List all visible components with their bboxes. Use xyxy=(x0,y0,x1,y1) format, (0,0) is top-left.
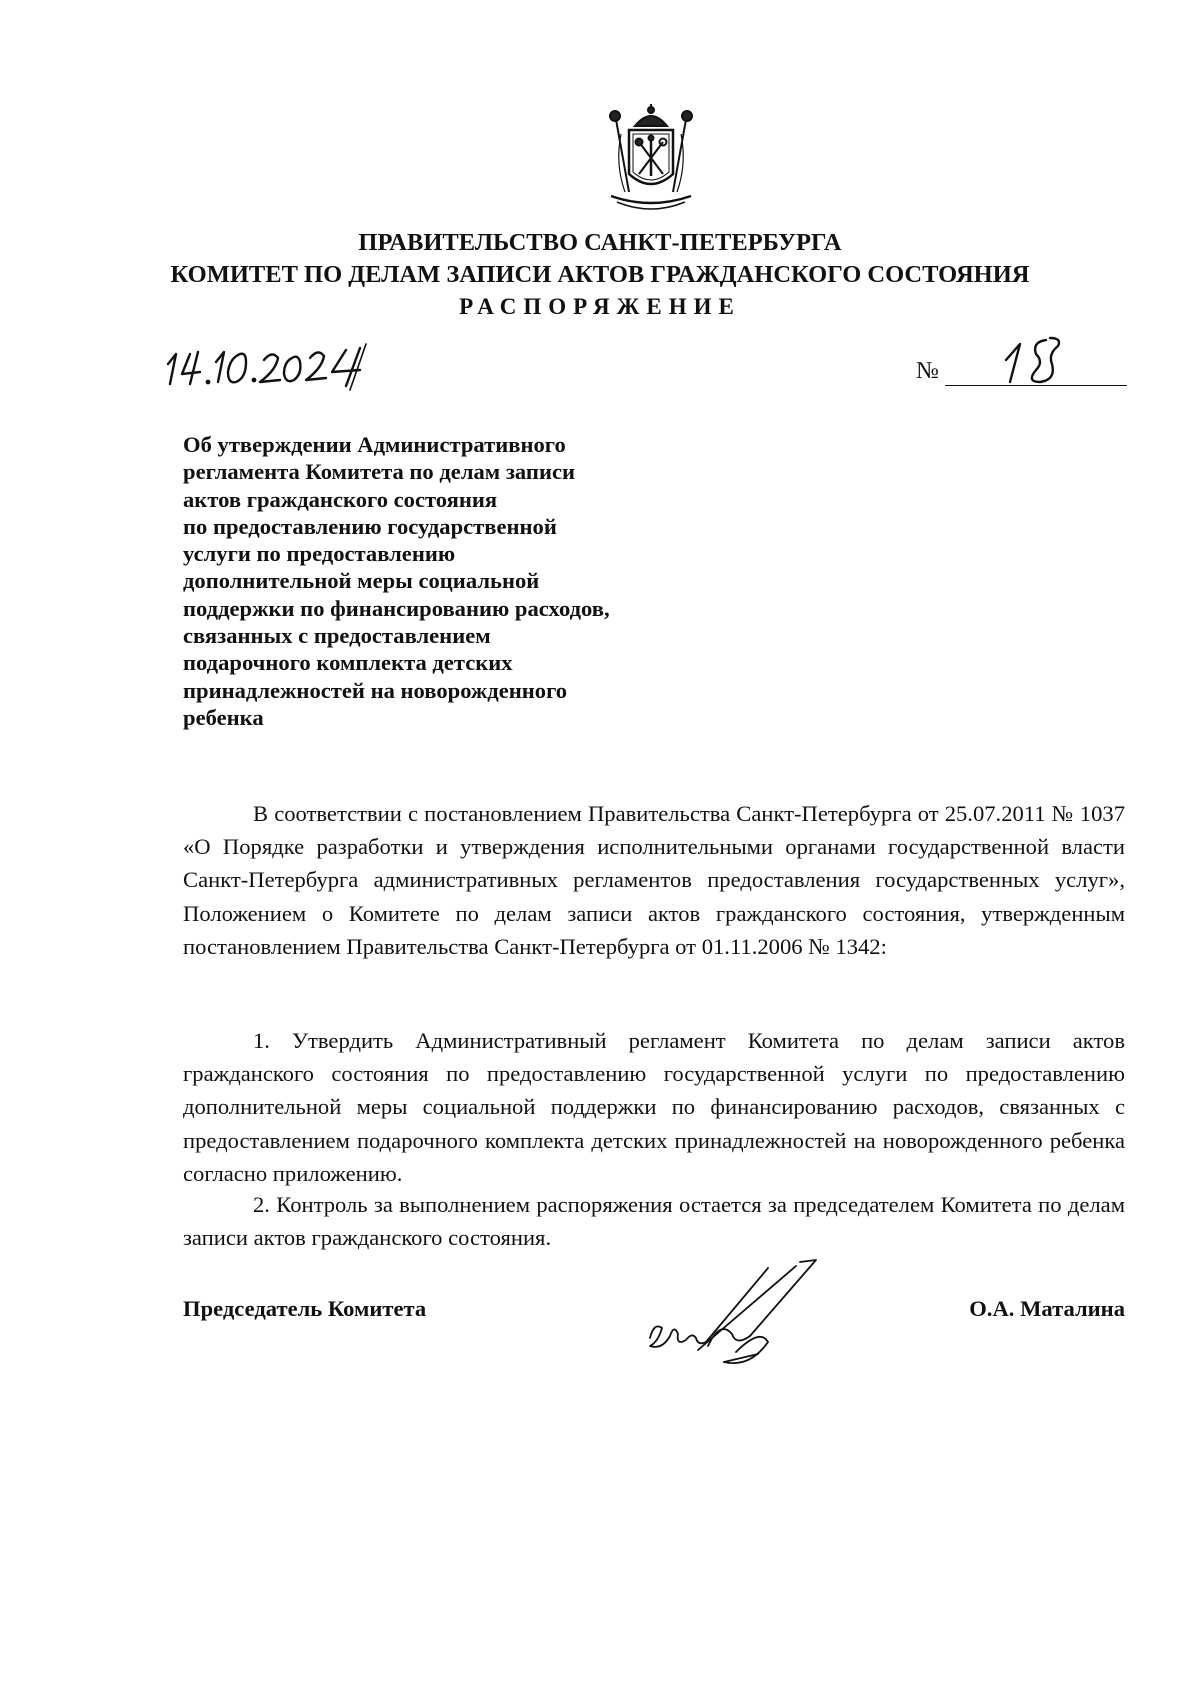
number-label: № xyxy=(916,358,939,384)
subject-line: связанных с предоставлением xyxy=(183,623,491,649)
signatory-position: Председатель Комитета xyxy=(183,1296,427,1321)
subject-line: дополнительной меры социальной xyxy=(183,568,540,594)
item-1-text: 1. Утвердить Административный регламент Комитета по делам записи актов гражданского состояния по предоставлению государственной услуги по предоставлению дополнительной меры социальной поддержки по финансированию расходов, связанных с предоставлением подарочного комплекта детских принадлежностей на новорожденного ребенка согласно приложению. xyxy=(183,1028,1125,1186)
handwritten-number xyxy=(1000,330,1070,392)
item-2-text: 2. Контроль за выполнением распоряжения остается за председателем Комитета по делам записи актов гражданского состояния. xyxy=(183,1192,1125,1251)
item-1-paragraph xyxy=(183,1024,1125,1190)
document-subject xyxy=(183,431,703,731)
subject-line: поддержки по финансированию расходов, xyxy=(183,595,610,621)
preamble-text: В соответствии с постановлением Правительства Санкт-Петербурга от 25.07.2011 № 1037 «О Порядке разработки и утверждения исполнительными органами государственной власти Санкт-Петербурга административных регламентов предоставления государственных услуг», Положением о Комитете по делам записи актов гражданского состояния, утвержденным постановлением Правительства Санкт-Петербурга от 01.11.2006 № 1342: xyxy=(183,801,1125,959)
subject-line: актов гражданского состояния xyxy=(183,486,498,512)
subject-line: услуги по предоставлению xyxy=(183,541,456,567)
subject-line: регламента Комитета по делам записи xyxy=(183,459,576,485)
handwritten-date xyxy=(160,340,400,392)
handwritten-signature xyxy=(640,1250,880,1370)
item-2-paragraph xyxy=(183,1188,1125,1254)
subject-line: подарочного комплекта детских xyxy=(183,650,513,676)
coat-of-arms-icon xyxy=(595,104,707,214)
signatory-name: О.А. Маталина xyxy=(969,1296,1125,1321)
government-title: ПРАВИТЕЛЬСТВО САНКТ-ПЕТЕРБУРГА xyxy=(358,229,842,256)
subject-line: принадлежностей на новорожденного xyxy=(183,677,568,703)
preamble-paragraph xyxy=(183,797,1125,963)
subject-line: по предоставлению государственной xyxy=(183,513,557,539)
subject-line: ребенка xyxy=(183,704,264,730)
committee-title: КОМИТЕТ ПО ДЕЛАМ ЗАПИСИ АКТОВ ГРАЖДАНСКОГО СОСТОЯНИЯ xyxy=(170,261,1030,288)
document-type-title: РАСПОРЯЖЕНИЕ xyxy=(459,294,741,319)
subject-line: Об утверждении Административного xyxy=(183,432,566,457)
